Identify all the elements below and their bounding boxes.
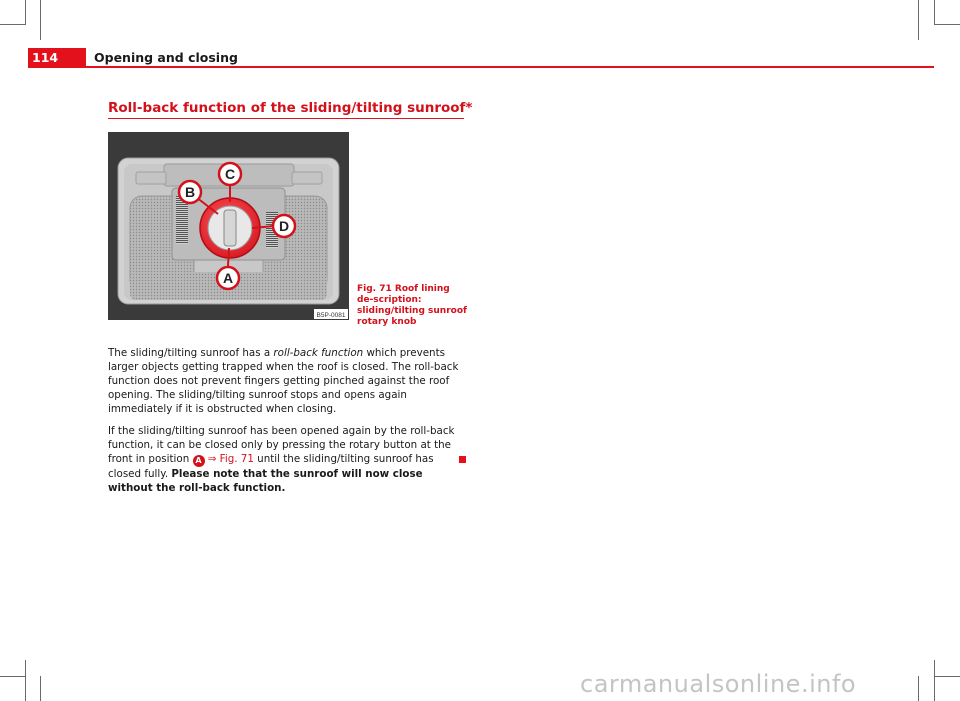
crop-mark <box>918 0 919 40</box>
svg-text:B: B <box>184 184 196 200</box>
crop-mark <box>40 676 41 701</box>
callout-b <box>179 181 201 203</box>
crop-mark <box>934 660 935 701</box>
svg-text:A: A <box>222 270 234 286</box>
warning-note: Please note that the sunroof will now close without the roll-back function. <box>108 468 423 494</box>
header-rule <box>86 66 934 68</box>
figure-caption: Fig. 71 Roof lining de-scription: sliding/tilting sunroof rotary knob <box>357 284 467 327</box>
term-roll-back-function: roll-back function <box>273 347 364 359</box>
crop-mark <box>934 0 935 24</box>
figure-reference-link[interactable]: ⇒ Fig. 71 <box>204 453 254 465</box>
crop-mark <box>40 0 41 40</box>
paragraph-1: The sliding/tilting sunroof has a roll-back function which prevents larger objects getting trapped when the roof is closed. The roll-back function does not prevent fingers getting pinched against the roof opening. The sliding/tilting sunroof stops and opens again immediately if it is obstructed when closing. <box>108 347 459 415</box>
position-a-badge: A <box>193 455 205 467</box>
crop-mark <box>934 24 960 25</box>
crop-mark <box>934 676 960 677</box>
callout-d <box>273 215 295 237</box>
crop-mark <box>918 676 919 701</box>
roof-lining-figure <box>108 132 349 320</box>
body-text <box>108 346 468 503</box>
crop-mark <box>25 0 26 24</box>
crop-mark <box>25 660 26 701</box>
section-title: Roll-back function of the sliding/tilting sunroof* <box>108 100 473 116</box>
chapter-title: Opening and closing <box>94 50 238 65</box>
section-title-rule <box>108 118 464 119</box>
roof-lining-illustration <box>108 132 349 320</box>
callout-c <box>219 163 241 185</box>
svg-text:D: D <box>278 218 290 234</box>
svg-text:C: C <box>224 166 236 182</box>
section-end-mark <box>459 456 466 463</box>
page-number: 114 <box>28 48 86 68</box>
figure-code: B5P-0081 <box>316 312 346 319</box>
crop-mark <box>0 24 26 25</box>
paragraph-2: If the sliding/tilting sunroof has been opened again by the roll-back function, it can be closed only by pressing the rotary button at the front in position A ⇒ Fig. 71 until the sliding/tilting sunroof has closed fully. Please note that the sunroof will now close without the roll-back function. <box>108 425 455 494</box>
crop-mark <box>0 676 26 677</box>
callout-a <box>217 267 239 289</box>
watermark: carmanualsonline.info <box>580 670 857 698</box>
